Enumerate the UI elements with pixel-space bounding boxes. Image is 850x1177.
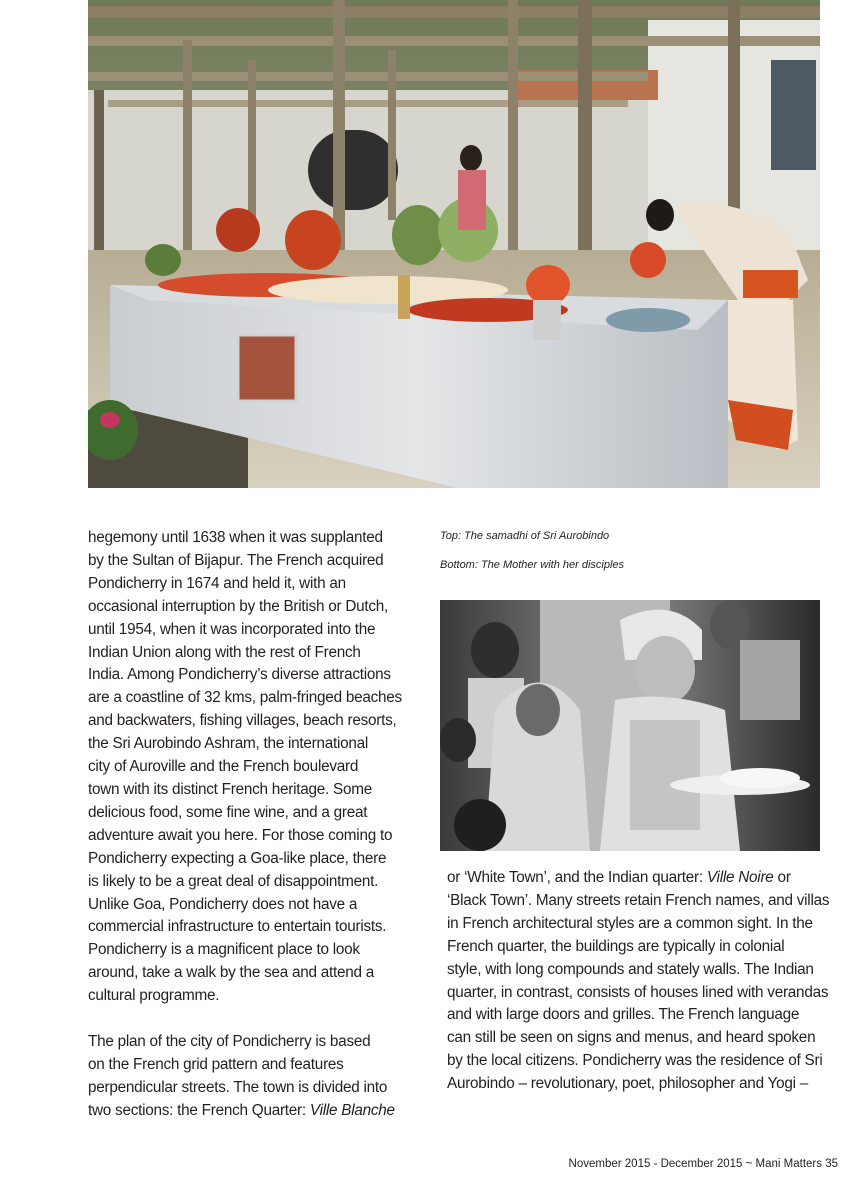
text-line: in French architectural styles are a common sight. In the: [447, 914, 813, 932]
italic-term: Ville Blanche: [309, 1101, 395, 1119]
text-line: Indian Union along with the rest of French: [88, 643, 361, 661]
text-line: by the local citizens. Pondicherry was the residence of Sri: [447, 1052, 823, 1070]
article-paragraph: [88, 527, 418, 1008]
text-line: hegemony until 1638 when it was supplanted: [88, 529, 383, 546]
article-paragraph: [447, 867, 830, 1096]
article-paragraph: [88, 1031, 418, 1123]
text-line: commercial infrastructure to entertain tourists.: [88, 918, 387, 936]
article-column-left: [88, 527, 418, 1123]
text-line: Pondicherry is a magnificent place to look: [88, 941, 360, 959]
text-line: perpendicular streets. The town is divided into: [88, 1078, 388, 1096]
text-line: on the French grid pattern and features: [88, 1055, 344, 1073]
text-line: are a coastline of 32 kms, palm-fringed beaches: [88, 689, 402, 707]
text-line: delicious food, some fine wine, and a great: [88, 803, 368, 821]
photo-caption-top: Top: The samadhi of Sri Aurobindo: [440, 530, 610, 542]
text-line: town with its distinct French heritage. Some: [88, 780, 373, 798]
photo-caption-bottom: Bottom: The Mother with her disciples: [440, 559, 625, 571]
mother-disciples-photo: [440, 600, 820, 851]
footer-text: November 2015 - December 2015 ~ Mani Matters: [568, 1158, 822, 1170]
text-line: ‘Black Town’. Many streets retain French names, and villas: [447, 891, 830, 909]
text-line: French quarter, the buildings are typically in colonial: [447, 937, 785, 955]
text-line: and backwaters, fishing villages, beach resorts,: [88, 712, 397, 730]
text-line: can still be seen on signs and menus, and heard spoken: [447, 1029, 816, 1047]
page-number: 35: [825, 1158, 838, 1170]
text-segment: or: [773, 869, 791, 886]
text-line: Aurobindo – revolutionary, poet, philosopher and Yogi –: [447, 1075, 809, 1093]
text-line: Unlike Goa, Pondicherry does not have a: [88, 895, 358, 913]
text-line: The plan of the city of Pondicherry is based: [88, 1032, 371, 1050]
page-footer: [569, 1158, 838, 1170]
samadhi-photo: [88, 0, 820, 488]
text-line: adventure await you here. For those coming to: [88, 826, 393, 844]
text-line: quarter, in contrast, consists of houses lined with verandas: [447, 983, 829, 1001]
text-line: Pondicherry expecting a Goa-like place, there: [88, 849, 387, 867]
text-line: until 1954, when it was incorporated into the: [88, 620, 376, 638]
text-line: and with large doors and grilles. The French language: [447, 1006, 800, 1024]
text-line: occasional interruption by the British or Dutch,: [88, 597, 389, 615]
text-segment: two sections: the French Quarter:: [88, 1101, 310, 1119]
article-column-right: [447, 867, 830, 1096]
text-line: the Sri Aurobindo Ashram, the international: [88, 735, 369, 753]
text-line: by the Sultan of Bijapur. The French acquired: [88, 551, 384, 569]
text-line: style, with long compounds and stately walls. The Indian: [447, 960, 814, 978]
text-line: [88, 1100, 418, 1123]
text-line: cultural programme.: [88, 987, 220, 1005]
text-line: India. Among Pondicherry’s diverse attractions: [88, 666, 391, 684]
text-segment: or ‘White Town’, and the Indian quarter:: [447, 869, 707, 886]
text-line: city of Auroville and the French boulevard: [88, 758, 359, 776]
text-line: is likely to be a great deal of disappointment.: [88, 872, 379, 890]
text-line: [447, 867, 827, 890]
text-line: around, take a walk by the sea and attend a: [88, 964, 375, 982]
text-line: Pondicherry in 1674 and held it, with an: [88, 574, 346, 592]
italic-term: Ville Noire: [706, 869, 774, 886]
